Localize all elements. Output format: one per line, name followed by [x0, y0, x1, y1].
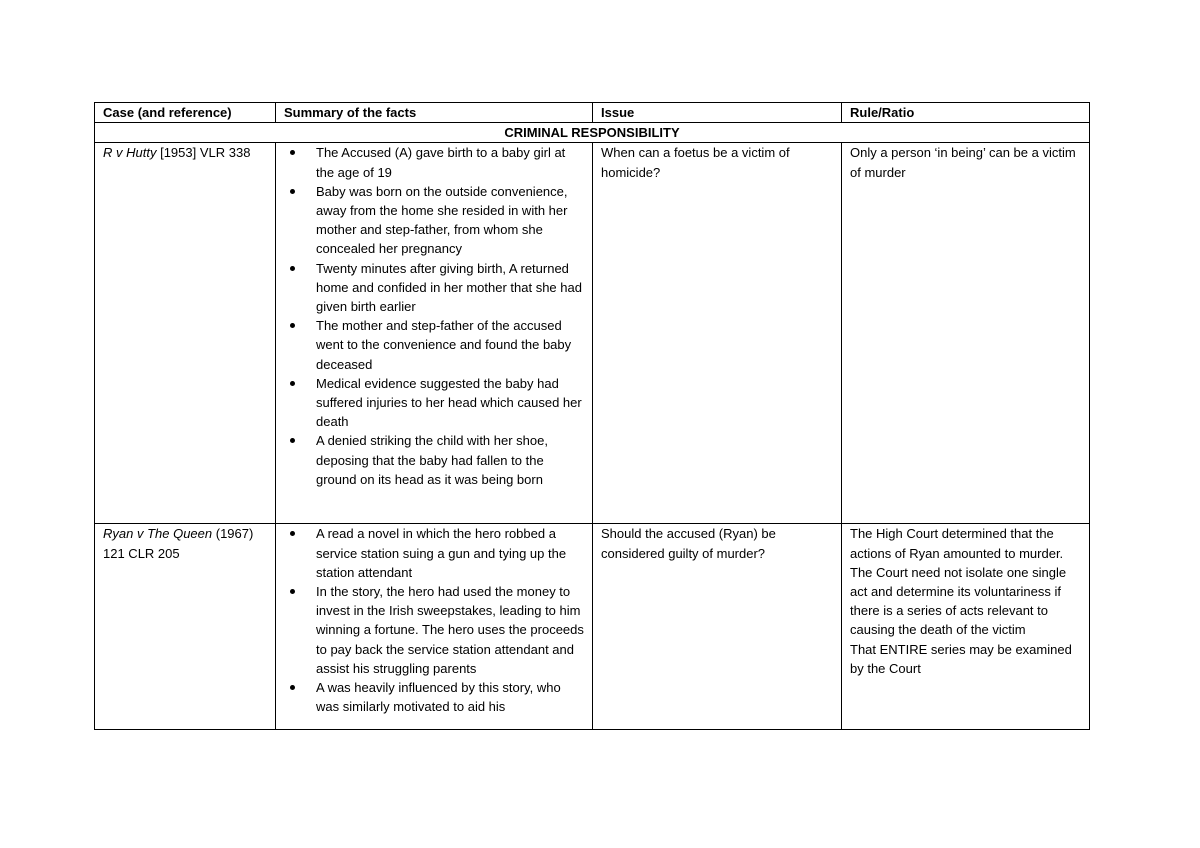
rule-text: That ENTIRE series may be examined by the Court — [850, 641, 1072, 676]
case-citation: [1953] VLR 338 — [156, 145, 251, 161]
bullet-icon — [290, 685, 295, 690]
fact-item: The mother and step-father of the accused went to the convenience and found the baby deceased — [316, 316, 584, 374]
rule-text: The High Court determined that the actions of Ryan amounted to murder. — [850, 526, 1064, 561]
fact-item: Twenty minutes after giving birth, A returned home and confided in her mother that she had given birth earlier — [316, 259, 584, 317]
header-rule: Rule/Ratio — [842, 103, 1090, 123]
case-cell — [95, 524, 276, 730]
issue-cell: Should the accused (Ryan) be considered guilty of murder? — [593, 524, 842, 730]
facts-cell — [276, 143, 593, 524]
rule-text: Only a person ‘in being’ can be a victim of murder — [850, 145, 1076, 180]
header-issue: Issue — [593, 103, 842, 123]
bullet-icon — [290, 323, 295, 328]
header-case: Case (and reference) — [95, 103, 276, 123]
bullet-icon — [290, 266, 295, 271]
fact-item: The Accused (A) gave birth to a baby girl at the age of 19 — [316, 143, 584, 181]
fact-item: Medical evidence suggested the baby had suffered injuries to her head which caused her death — [316, 374, 584, 432]
rule-cell — [842, 524, 1090, 730]
bullet-icon — [290, 150, 295, 155]
bullet-icon — [290, 589, 295, 594]
facts-cell — [276, 524, 593, 730]
facts-list — [284, 143, 584, 489]
fact-item: A read a novel in which the hero robbed a service station suing a gun and tying up the station attendant — [316, 524, 584, 582]
bullet-icon — [290, 531, 295, 536]
bullet-icon — [290, 438, 295, 443]
fact-item: Baby was born on the outside convenience, away from the home she resided in with her mother and step-father, from whom she concealed her pregnancy — [316, 182, 584, 259]
case-citation-line2: 121 CLR 205 — [103, 545, 180, 561]
case-citation: (1967) — [212, 526, 254, 542]
case-cell — [95, 143, 276, 524]
bullet-icon — [290, 189, 295, 194]
case-name: R v Hutty — [103, 145, 157, 161]
bullet-icon — [290, 381, 295, 386]
fact-item: A was heavily influenced by this story, who was similarly motivated to aid his — [316, 678, 584, 716]
rule-cell — [842, 143, 1090, 524]
fact-item: In the story, the hero had used the money to invest in the Irish sweepstakes, leading to him winning a fortune. The hero uses the proceeds to pay back the service station attendant and assist his struggling parents — [316, 582, 584, 678]
section-row — [95, 123, 1090, 143]
table-header-row — [95, 103, 1090, 123]
fact-item: A denied striking the child with her shoe, deposing that the baby had fallen to the ground on its head as it was being born — [316, 431, 584, 489]
table-row — [95, 143, 1090, 524]
issue-cell: When can a foetus be a victim of homicide? — [593, 143, 842, 524]
table-row — [95, 524, 1090, 730]
section-title: CRIMINAL RESPONSIBILITY — [95, 123, 1090, 143]
case-notes-table — [94, 102, 1090, 730]
case-name: Ryan v The Queen — [103, 526, 213, 542]
header-summary: Summary of the facts — [276, 103, 593, 123]
rule-text: The Court need not isolate one single act and determine its voluntariness if there is a series of acts relevant to causing the death of the victim — [850, 564, 1067, 638]
facts-list — [284, 524, 584, 716]
